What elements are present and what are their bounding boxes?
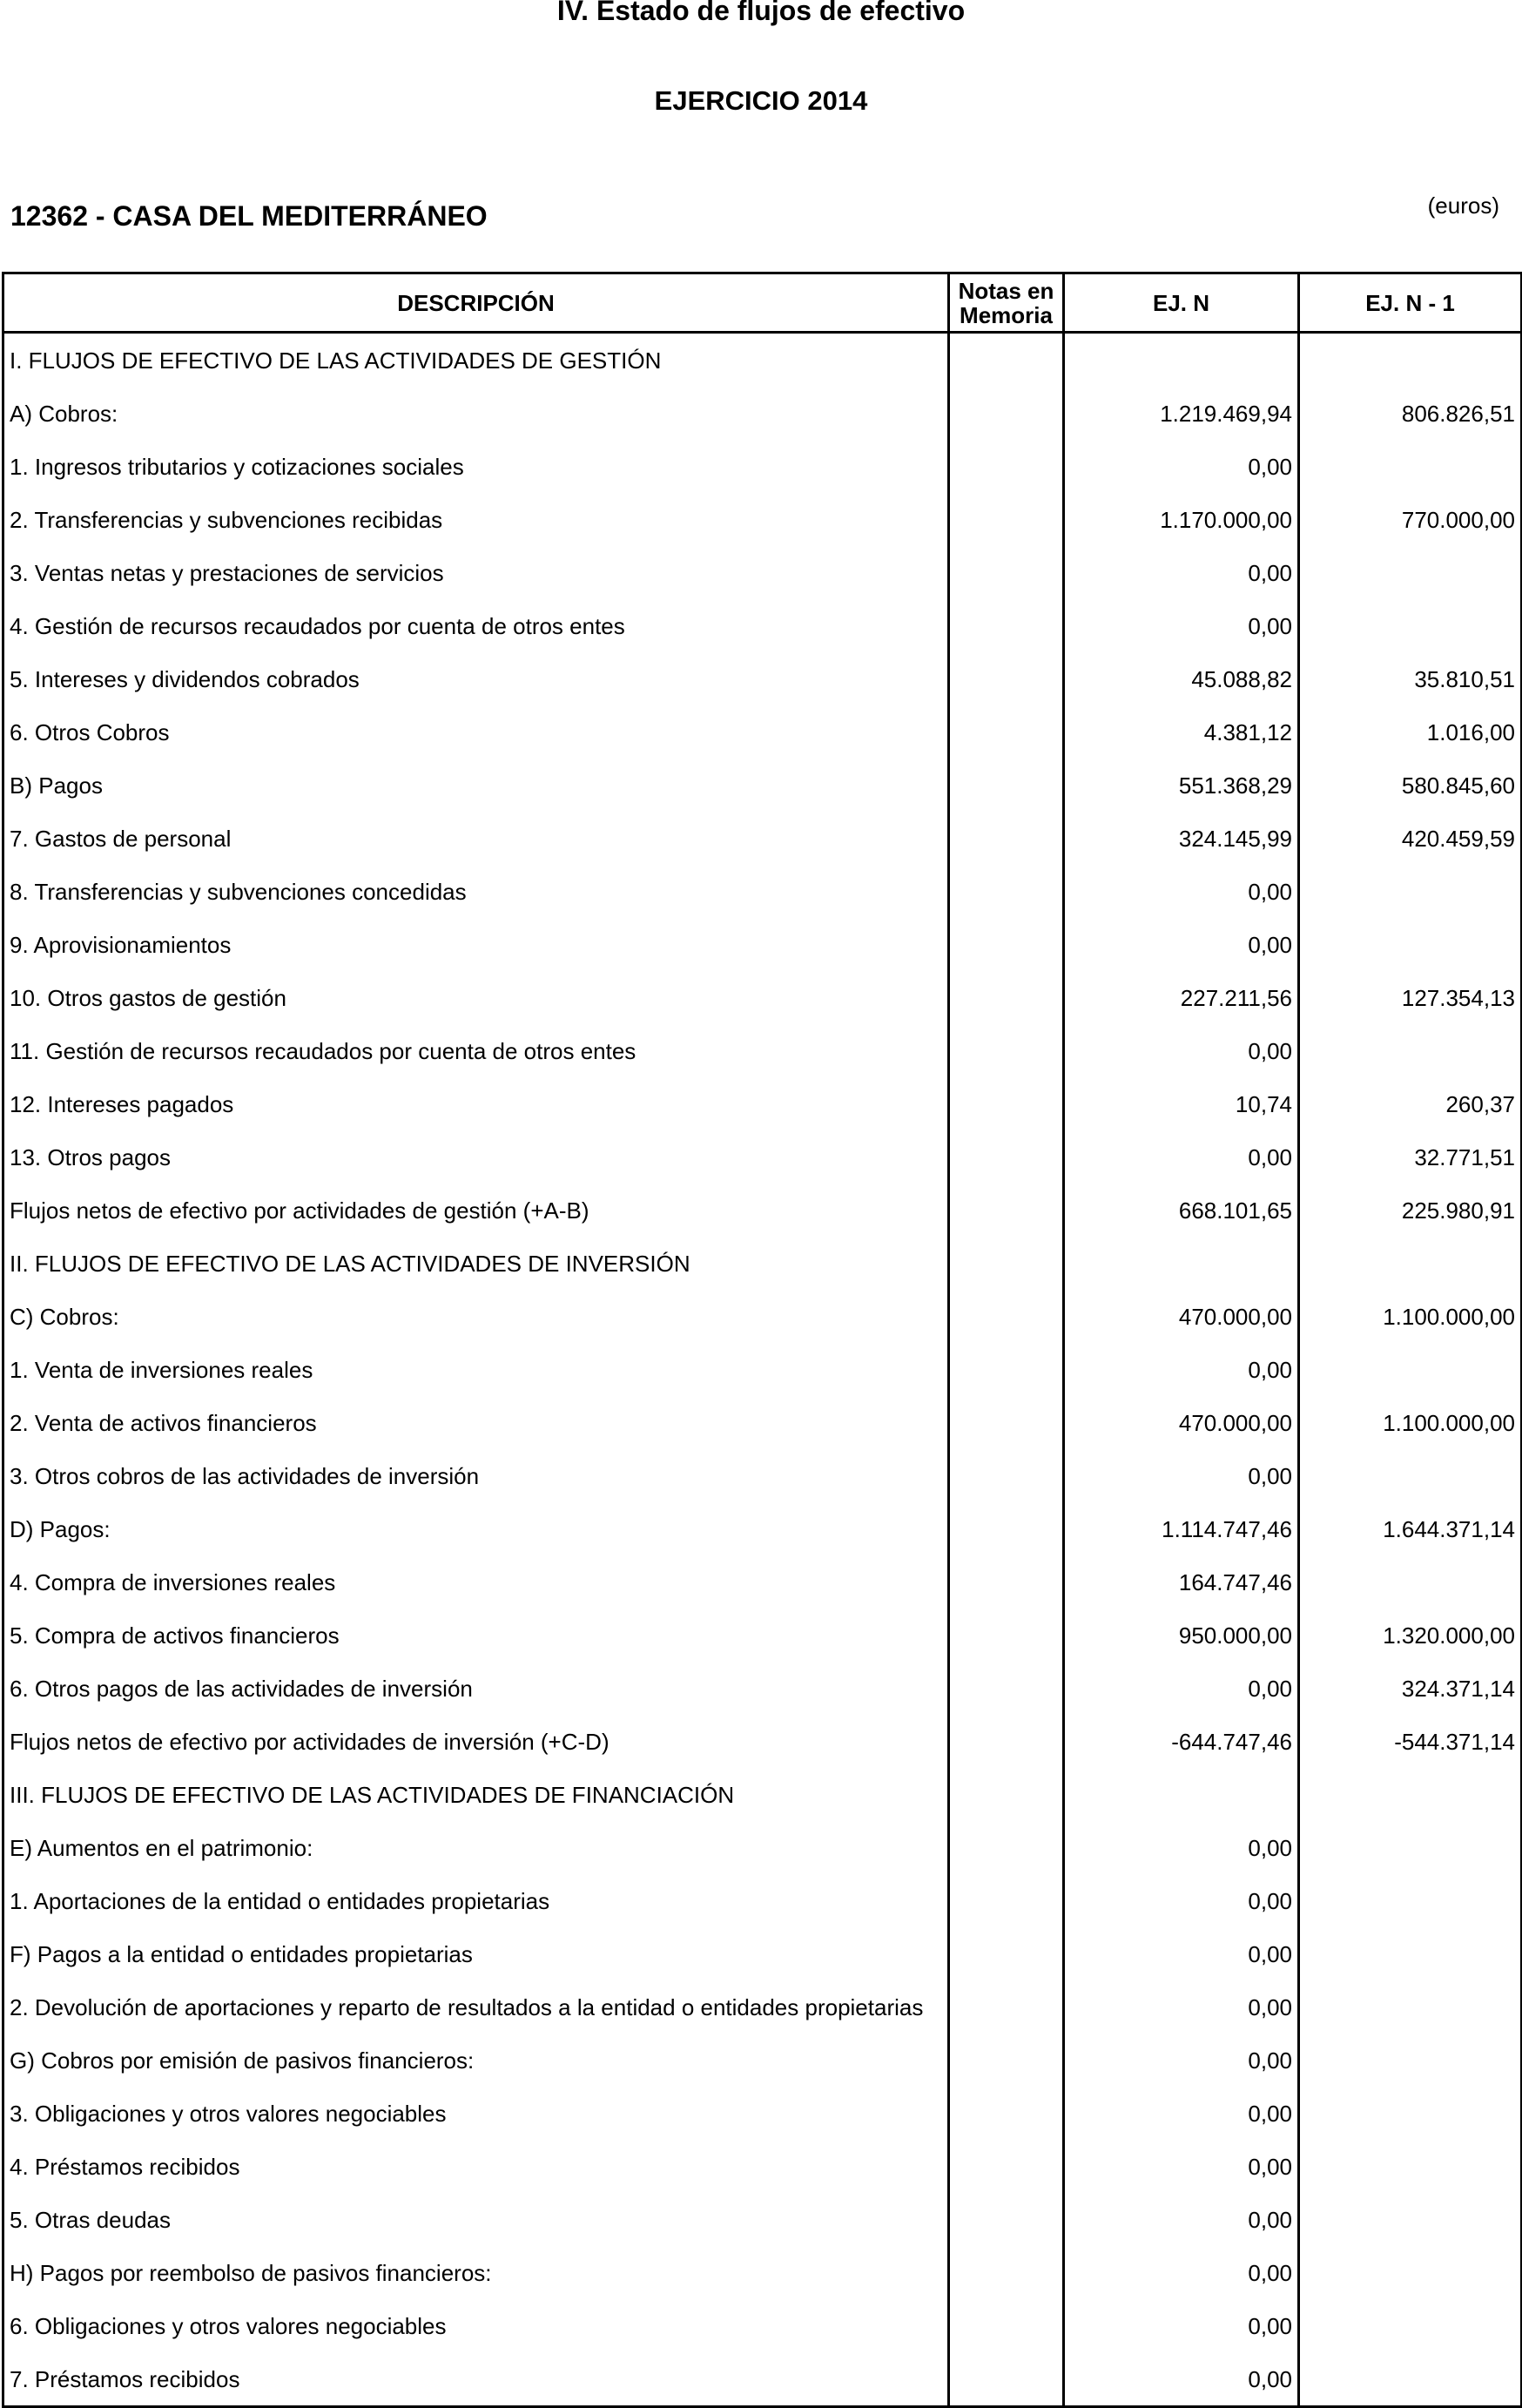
table-row — [3, 1715, 1522, 1768]
table-row — [3, 1980, 1522, 2034]
fiscal-year-subtitle: EJERCICIO 2014 — [654, 85, 868, 116]
row-value-previous-year — [1299, 1343, 1522, 1396]
row-description: 2. Venta de activos financieros — [3, 1396, 949, 1449]
row-value-current-year: 164.747,46 — [1064, 1555, 1299, 1609]
row-description: A) Cobros: — [3, 387, 949, 440]
row-description: 8. Transferencias y subvenciones concedidas — [3, 865, 949, 918]
row-notes — [949, 1343, 1064, 1396]
row-value-current-year: 0,00 — [1064, 2140, 1299, 2193]
row-description: B) Pagos — [3, 759, 949, 812]
row-value-current-year: 1.114.747,46 — [1064, 1502, 1299, 1555]
row-notes — [949, 1609, 1064, 1662]
row-value-current-year: 0,00 — [1064, 1980, 1299, 2034]
row-value-current-year: 0,00 — [1064, 2087, 1299, 2140]
row-value-current-year: 0,00 — [1064, 1130, 1299, 1184]
row-notes — [949, 1184, 1064, 1237]
row-notes — [949, 705, 1064, 759]
table-row — [3, 1662, 1522, 1715]
row-value-previous-year — [1299, 918, 1522, 971]
table-header-row — [3, 273, 1522, 333]
row-description: III. FLUJOS DE EFECTIVO DE LAS ACTIVIDADES DE FINANCIACIÓN — [3, 1768, 949, 1821]
row-description: 3. Otros cobros de las actividades de inversión — [3, 1449, 949, 1502]
row-value-previous-year: 260,37 — [1299, 1077, 1522, 1130]
table-row — [3, 1130, 1522, 1184]
row-value-current-year: 0,00 — [1064, 1821, 1299, 1874]
column-header-previous-year: EJ. N - 1 — [1299, 273, 1522, 333]
row-value-previous-year — [1299, 1821, 1522, 1874]
row-value-previous-year — [1299, 2034, 1522, 2087]
row-value-previous-year — [1299, 599, 1522, 652]
row-notes — [949, 2246, 1064, 2299]
row-value-current-year: 0,00 — [1064, 1874, 1299, 1927]
column-header-current-year: EJ. N — [1064, 273, 1299, 333]
row-description: 1. Venta de inversiones reales — [3, 1343, 949, 1396]
row-description: 7. Préstamos recibidos — [3, 2352, 949, 2407]
table-row — [3, 1609, 1522, 1662]
row-description: E) Aumentos en el patrimonio: — [3, 1821, 949, 1874]
row-value-current-year — [1064, 1768, 1299, 1821]
row-value-current-year: 10,74 — [1064, 1077, 1299, 1130]
table-row — [3, 1077, 1522, 1130]
table-row — [3, 2087, 1522, 2140]
row-notes — [949, 1396, 1064, 1449]
row-notes — [949, 1449, 1064, 1502]
row-notes — [949, 440, 1064, 493]
row-notes — [949, 546, 1064, 599]
row-notes — [949, 1980, 1064, 2034]
row-value-current-year: 0,00 — [1064, 2034, 1299, 2087]
row-value-previous-year: 1.100.000,00 — [1299, 1396, 1522, 1449]
row-value-previous-year: 806.826,51 — [1299, 387, 1522, 440]
row-description: G) Cobros por emisión de pasivos financieros: — [3, 2034, 949, 2087]
row-notes — [949, 493, 1064, 546]
entity-name: 12362 - CASA DEL MEDITERRÁNEO — [10, 200, 488, 232]
row-description: D) Pagos: — [3, 1502, 949, 1555]
row-description: H) Pagos por reembolso de pasivos financieros: — [3, 2246, 949, 2299]
row-notes — [949, 759, 1064, 812]
table-row — [3, 652, 1522, 705]
row-notes — [949, 1927, 1064, 1980]
row-value-current-year: 0,00 — [1064, 440, 1299, 493]
table-row — [3, 865, 1522, 918]
row-value-current-year: 950.000,00 — [1064, 1609, 1299, 1662]
row-notes — [949, 1555, 1064, 1609]
row-value-previous-year — [1299, 333, 1522, 388]
row-value-current-year: 324.145,99 — [1064, 812, 1299, 865]
row-notes — [949, 1290, 1064, 1343]
row-value-current-year: 470.000,00 — [1064, 1396, 1299, 1449]
row-value-previous-year — [1299, 2246, 1522, 2299]
table-row — [3, 1927, 1522, 1980]
row-notes — [949, 1715, 1064, 1768]
row-value-previous-year — [1299, 1927, 1522, 1980]
row-description: 7. Gastos de personal — [3, 812, 949, 865]
table-row — [3, 812, 1522, 865]
row-description: 4. Gestión de recursos recaudados por cuenta de otros entes — [3, 599, 949, 652]
table-row — [3, 2140, 1522, 2193]
row-value-previous-year — [1299, 2140, 1522, 2193]
row-value-current-year: 227.211,56 — [1064, 971, 1299, 1024]
table-row — [3, 1024, 1522, 1077]
row-description: 6. Otros Cobros — [3, 705, 949, 759]
column-header-description: DESCRIPCIÓN — [3, 273, 949, 333]
row-notes — [949, 1237, 1064, 1290]
table-row — [3, 1290, 1522, 1343]
table-row — [3, 971, 1522, 1024]
row-notes — [949, 333, 1064, 388]
row-value-current-year — [1064, 1237, 1299, 1290]
row-description: 10. Otros gastos de gestión — [3, 971, 949, 1024]
row-value-previous-year — [1299, 2352, 1522, 2407]
row-value-current-year: 0,00 — [1064, 1449, 1299, 1502]
row-value-current-year: 0,00 — [1064, 918, 1299, 971]
row-value-previous-year: 225.980,91 — [1299, 1184, 1522, 1237]
row-value-previous-year: 127.354,13 — [1299, 971, 1522, 1024]
row-value-current-year: 0,00 — [1064, 1343, 1299, 1396]
row-description: 1. Aportaciones de la entidad o entidades propietarias — [3, 1874, 949, 1927]
row-notes — [949, 812, 1064, 865]
table-row — [3, 2352, 1522, 2407]
row-value-previous-year: 420.459,59 — [1299, 812, 1522, 865]
table-row — [3, 333, 1522, 388]
row-notes — [949, 1874, 1064, 1927]
table-row — [3, 2034, 1522, 2087]
table-row — [3, 1237, 1522, 1290]
row-notes — [949, 2140, 1064, 2193]
row-value-previous-year: 770.000,00 — [1299, 493, 1522, 546]
row-description: II. FLUJOS DE EFECTIVO DE LAS ACTIVIDADES DE INVERSIÓN — [3, 1237, 949, 1290]
row-value-current-year: 1.219.469,94 — [1064, 387, 1299, 440]
row-description: 1. Ingresos tributarios y cotizaciones sociales — [3, 440, 949, 493]
row-value-previous-year — [1299, 2193, 1522, 2246]
table-row — [3, 1449, 1522, 1502]
table-row — [3, 1555, 1522, 1609]
row-notes — [949, 599, 1064, 652]
row-description: 5. Intereses y dividendos cobrados — [3, 652, 949, 705]
row-notes — [949, 2034, 1064, 2087]
row-value-current-year: 470.000,00 — [1064, 1290, 1299, 1343]
row-value-previous-year — [1299, 2087, 1522, 2140]
row-notes — [949, 1502, 1064, 1555]
row-value-previous-year — [1299, 1874, 1522, 1927]
table-row — [3, 546, 1522, 599]
document-title: IV. Estado de flujos de efectivo — [556, 0, 966, 26]
row-notes — [949, 2352, 1064, 2407]
table-row — [3, 1821, 1522, 1874]
row-description: 5. Compra de activos financieros — [3, 1609, 949, 1662]
row-value-current-year: 668.101,65 — [1064, 1184, 1299, 1237]
row-value-current-year: 551.368,29 — [1064, 759, 1299, 812]
row-value-previous-year: 1.016,00 — [1299, 705, 1522, 759]
row-value-previous-year — [1299, 1449, 1522, 1502]
row-notes — [949, 1130, 1064, 1184]
table-row — [3, 2193, 1522, 2246]
row-value-current-year: 0,00 — [1064, 1927, 1299, 1980]
row-notes — [949, 1662, 1064, 1715]
row-description: 2. Transferencias y subvenciones recibidas — [3, 493, 949, 546]
table-row — [3, 387, 1522, 440]
row-description: F) Pagos a la entidad o entidades propietarias — [3, 1927, 949, 1980]
row-value-previous-year — [1299, 1237, 1522, 1290]
row-notes — [949, 1821, 1064, 1874]
row-value-current-year: 0,00 — [1064, 2193, 1299, 2246]
table-row — [3, 1874, 1522, 1927]
row-value-previous-year — [1299, 1024, 1522, 1077]
row-value-current-year: -644.747,46 — [1064, 1715, 1299, 1768]
row-value-current-year: 4.381,12 — [1064, 705, 1299, 759]
row-value-current-year: 45.088,82 — [1064, 652, 1299, 705]
table-row — [3, 2246, 1522, 2299]
row-description: 6. Obligaciones y otros valores negociables — [3, 2299, 949, 2352]
row-value-previous-year: 1.644.371,14 — [1299, 1502, 1522, 1555]
table-row — [3, 1502, 1522, 1555]
row-value-previous-year: 1.100.000,00 — [1299, 1290, 1522, 1343]
row-notes — [949, 652, 1064, 705]
row-value-previous-year: 32.771,51 — [1299, 1130, 1522, 1184]
row-description: 5. Otras deudas — [3, 2193, 949, 2246]
row-value-previous-year — [1299, 2299, 1522, 2352]
table-row — [3, 440, 1522, 493]
row-value-previous-year: 580.845,60 — [1299, 759, 1522, 812]
row-notes — [949, 1024, 1064, 1077]
currency-units-note: (euros) — [1427, 192, 1499, 219]
table-row — [3, 599, 1522, 652]
row-notes — [949, 1077, 1064, 1130]
row-value-current-year: 0,00 — [1064, 1662, 1299, 1715]
row-value-previous-year: 324.371,14 — [1299, 1662, 1522, 1715]
row-notes — [949, 918, 1064, 971]
column-header-notes: Notas en Memoria — [949, 273, 1064, 333]
table-row — [3, 2299, 1522, 2352]
row-value-current-year: 0,00 — [1064, 599, 1299, 652]
row-value-previous-year — [1299, 1980, 1522, 2034]
row-description: 12. Intereses pagados — [3, 1077, 949, 1130]
row-value-previous-year — [1299, 865, 1522, 918]
row-description: 3. Obligaciones y otros valores negociables — [3, 2087, 949, 2140]
row-notes — [949, 2299, 1064, 2352]
row-notes — [949, 1768, 1064, 1821]
row-value-current-year: 0,00 — [1064, 2299, 1299, 2352]
row-description: 13. Otros pagos — [3, 1130, 949, 1184]
row-value-current-year: 0,00 — [1064, 2352, 1299, 2407]
row-value-current-year: 0,00 — [1064, 546, 1299, 599]
table-row — [3, 493, 1522, 546]
table-row — [3, 1343, 1522, 1396]
row-description: 9. Aprovisionamientos — [3, 918, 949, 971]
row-value-current-year: 0,00 — [1064, 2246, 1299, 2299]
row-description: Flujos netos de efectivo por actividades de inversión (+C-D) — [3, 1715, 949, 1768]
row-value-current-year: 0,00 — [1064, 1024, 1299, 1077]
row-notes — [949, 387, 1064, 440]
row-value-previous-year: 35.810,51 — [1299, 652, 1522, 705]
row-notes — [949, 2087, 1064, 2140]
row-notes — [949, 971, 1064, 1024]
row-value-current-year — [1064, 333, 1299, 388]
table-row — [3, 1768, 1522, 1821]
row-description: 4. Compra de inversiones reales — [3, 1555, 949, 1609]
row-value-current-year: 1.170.000,00 — [1064, 493, 1299, 546]
row-value-previous-year — [1299, 440, 1522, 493]
table-row — [3, 1184, 1522, 1237]
row-value-current-year: 0,00 — [1064, 865, 1299, 918]
row-notes — [949, 865, 1064, 918]
row-value-previous-year — [1299, 1768, 1522, 1821]
row-value-previous-year: -544.371,14 — [1299, 1715, 1522, 1768]
row-description: 4. Préstamos recibidos — [3, 2140, 949, 2193]
row-value-previous-year — [1299, 1555, 1522, 1609]
table-row — [3, 759, 1522, 812]
row-description: 3. Ventas netas y prestaciones de servicios — [3, 546, 949, 599]
row-description: Flujos netos de efectivo por actividades de gestión (+A-B) — [3, 1184, 949, 1237]
row-notes — [949, 2193, 1064, 2246]
table-row — [3, 705, 1522, 759]
row-description: C) Cobros: — [3, 1290, 949, 1343]
table-row — [3, 918, 1522, 971]
row-value-previous-year — [1299, 546, 1522, 599]
row-description: 2. Devolución de aportaciones y reparto de resultados a la entidad o entidades propietarias — [3, 1980, 949, 2034]
row-description: I. FLUJOS DE EFECTIVO DE LAS ACTIVIDADES DE GESTIÓN — [3, 333, 949, 388]
row-value-previous-year: 1.320.000,00 — [1299, 1609, 1522, 1662]
row-description: 6. Otros pagos de las actividades de inversión — [3, 1662, 949, 1715]
table-row — [3, 1396, 1522, 1449]
row-description: 11. Gestión de recursos recaudados por cuenta de otros entes — [3, 1024, 949, 1077]
table-body — [3, 333, 1522, 2407]
cash-flow-table — [2, 272, 1522, 2408]
